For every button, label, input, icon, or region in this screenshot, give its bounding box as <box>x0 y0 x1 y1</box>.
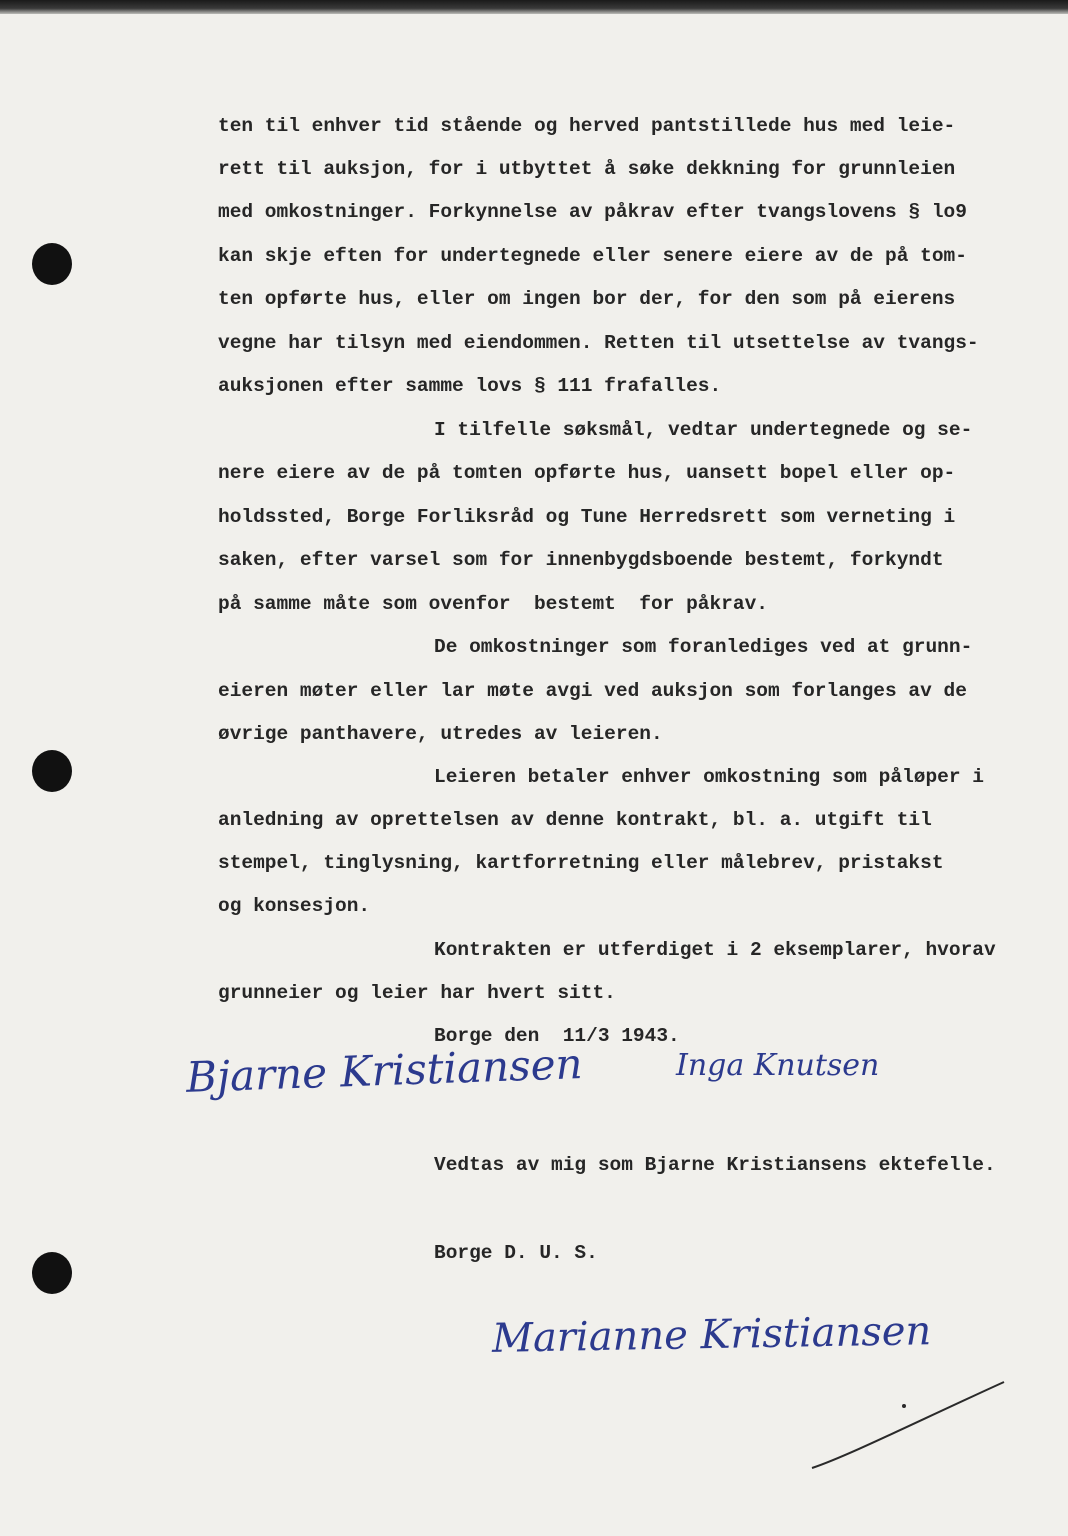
text-line: kan skje eften for undertegnede eller senere eiere av de på tom- <box>218 245 967 267</box>
text-line: Leieren betaler enhver omkostning som påløper i <box>434 766 984 788</box>
text-line: ten opførte hus, eller om ingen bor der, for den som på eierens <box>218 288 956 310</box>
text-line: Borge D. U. S. <box>434 1242 598 1264</box>
text-line: rett til auksjon, for i utbyttet å søke dekkning for grunnleien <box>218 158 956 180</box>
text-line: holdssted, Borge Forliksråd og Tune Herredsrett som verneting i <box>218 506 956 528</box>
date-line: Borge den 11/3 1943. <box>434 1025 680 1047</box>
text-line: Vedtas av mig som Bjarne Kristiansens ektefelle. <box>434 1154 996 1176</box>
text-line: grunneier og leier har hvert sitt. <box>218 982 616 1004</box>
punch-hole <box>32 1252 72 1294</box>
signature: Inga Knutsen <box>676 1048 880 1083</box>
text-line: auksjonen efter samme lovs § 111 frafalles. <box>218 375 722 397</box>
punch-hole <box>32 243 72 285</box>
text-line: øvrige panthavere, utredes av leieren. <box>218 723 663 745</box>
text-line: ten til enhver tid stående og herved pantstillede hus med leie- <box>218 115 956 137</box>
text-line: og konsesjon. <box>218 895 371 917</box>
signature: Marianne Kristiansen <box>491 1308 932 1362</box>
text-line: De omkostninger som foranlediges ved at grunn- <box>434 636 973 658</box>
text-line: anledning av oprettelsen av denne kontrakt, bl. a. utgift til <box>218 809 932 831</box>
text-line: eieren møter eller lar møte avgi ved auksjon som forlanges av de <box>218 680 967 702</box>
text-line: med omkostninger. Forkynnelse av påkrav efter tvangslovens § lo9 <box>218 201 967 223</box>
scan-top-edge <box>0 0 1068 14</box>
text-line: saken, efter varsel som for innenbygdsboende bestemt, forkyndt <box>218 549 944 571</box>
pen-stroke <box>808 1376 1008 1476</box>
text-line: på samme måte som ovenfor bestemt for påkrav. <box>218 593 768 615</box>
punch-hole <box>32 750 72 792</box>
text-line: vegne har tilsyn med eiendommen. Retten til utsettelse av tvangs- <box>218 332 979 354</box>
text-line: I tilfelle søksmål, vedtar undertegnede og se- <box>434 419 973 441</box>
text-line: nere eiere av de på tomten opførte hus, uansett bopel eller op- <box>218 462 956 484</box>
signature: Bjarne Kristiansen <box>185 1039 584 1102</box>
text-line: Kontrakten er utferdiget i 2 eksemplarer, hvorav <box>434 939 996 961</box>
text-line: stempel, tinglysning, kartforretning eller målebrev, pristakst <box>218 852 944 874</box>
